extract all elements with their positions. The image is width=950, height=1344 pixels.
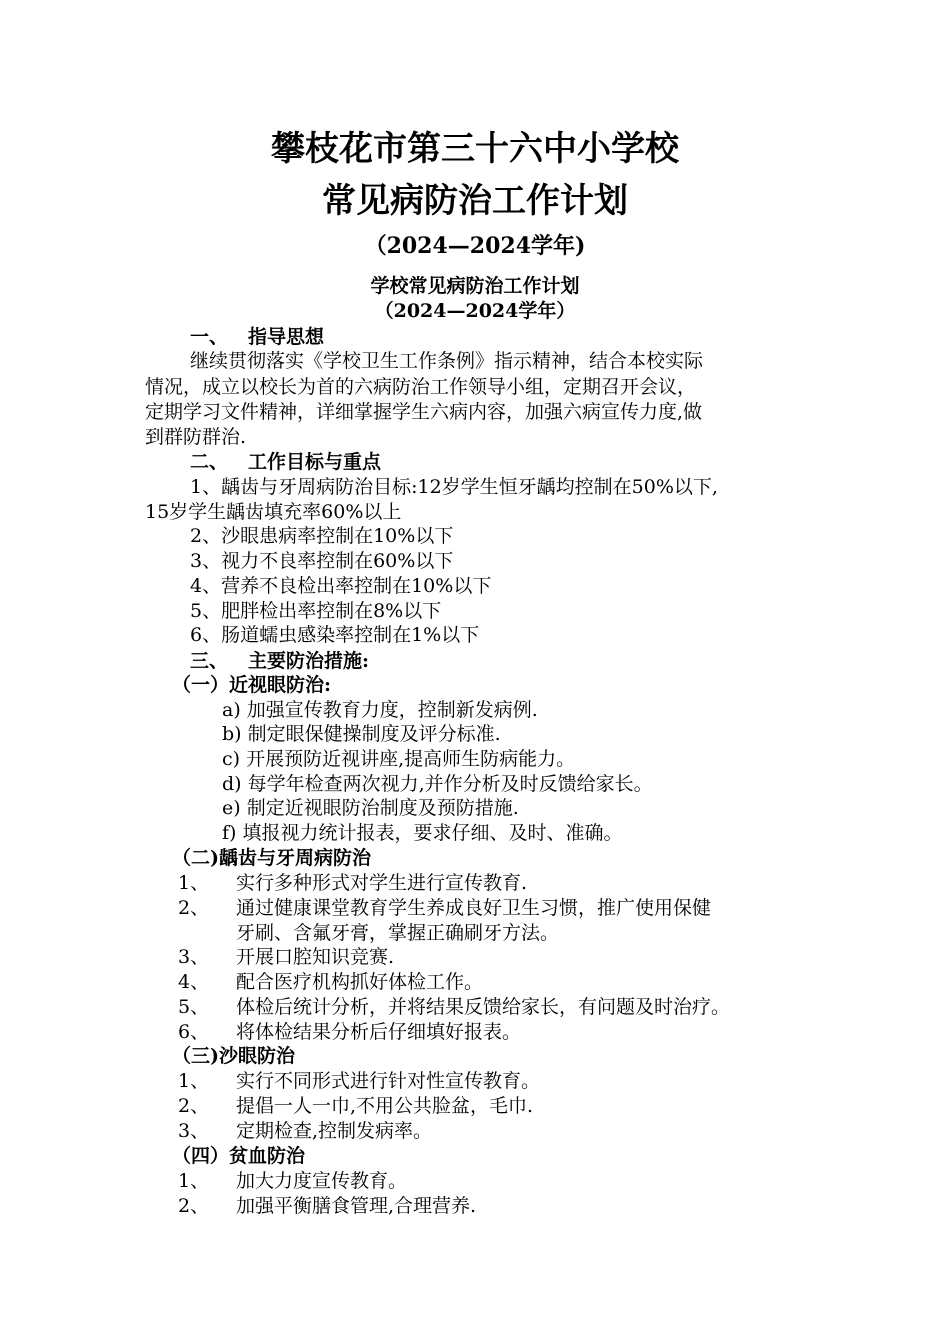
- anemia-item-text: 加强平衡膳食管理,合理营养.: [236, 1195, 477, 1217]
- anemia-item-num: 1、: [178, 1170, 210, 1192]
- trachoma-item-text: 提倡一人一巾,不用公共脸盆，毛巾.: [236, 1095, 534, 1117]
- myopia-item: b) 制定眼保健操制度及评分标准.: [222, 723, 501, 745]
- myopia-item: c) 开展预防近视讲座,提高师生防病能力。: [222, 748, 576, 770]
- caries-item-num: 4、: [178, 971, 210, 993]
- caries-item-text: 开展口腔知识竞赛.: [236, 946, 395, 968]
- caries-item-text: 体检后统计分析，并将结果反馈给家长，有问题及时治疗。: [236, 996, 731, 1018]
- trachoma-item-num: 2、: [178, 1095, 210, 1117]
- goal-item: 1、龋齿与牙周病防治目标:12岁学生恒牙龋均控制在50%以下,: [190, 476, 718, 498]
- section1-heading: 指导思想: [248, 326, 325, 348]
- section1-heading-num: 一、: [190, 326, 229, 348]
- doc-subtitle: 学校常见病防治工作计划: [370, 275, 580, 297]
- section1-para-line: 到群防群治.: [145, 426, 247, 448]
- caries-item-num: 1、: [178, 872, 210, 894]
- sub4-heading: （四）贫血防治: [172, 1145, 306, 1167]
- section1-para-line: 继续贯彻落实《学校卫生工作条例》指示精神，结合本校实际: [190, 350, 704, 372]
- goal-item: 3、视力不良率控制在60%以下: [190, 550, 454, 572]
- goal-item: 6、肠道蠕虫感染率控制在1%以下: [190, 624, 480, 646]
- sub1-heading: （一）近视眼防治:: [172, 674, 332, 696]
- doc-subtitle-year: （2024—2024学年）: [374, 300, 576, 322]
- caries-item-num: 5、: [178, 996, 210, 1018]
- goal-item: 5、肥胖检出率控制在8%以下: [190, 600, 442, 622]
- section2-heading: 工作目标与重点: [248, 451, 382, 473]
- myopia-item: e) 制定近视眼防治制度及预防措施.: [222, 797, 519, 819]
- caries-item-text: 配合医疗机构抓好体检工作。: [236, 971, 484, 993]
- caries-item-num: 2、: [178, 897, 210, 919]
- doc-title-line1: 攀枝花市第三十六中小学校: [271, 129, 679, 169]
- caries-item-num: 3、: [178, 946, 210, 968]
- doc-title-year: （2024—2024学年): [364, 233, 586, 259]
- caries-item-text: 通过健康课堂教育学生养成良好卫生习惯，推广使用保健: [236, 897, 712, 919]
- doc-title-line2: 常见病防治工作计划: [322, 181, 628, 221]
- trachoma-item-text: 定期检查,控制发病率。: [236, 1120, 433, 1142]
- trachoma-item-num: 3、: [178, 1120, 210, 1142]
- anemia-item-text: 加大力度宣传教育。: [236, 1170, 408, 1192]
- goal-item: 4、营养不良检出率控制在10%以下: [190, 575, 492, 597]
- section1-para-line: 情况，成立以校长为首的六病防治工作领导小组，定期召开会议，: [145, 376, 697, 398]
- trachoma-item-num: 1、: [178, 1070, 210, 1092]
- sub3-heading: （三)沙眼防治: [172, 1045, 295, 1067]
- anemia-item-num: 2、: [178, 1195, 210, 1217]
- myopia-item: d) 每学年检查两次视力,并作分析及时反馈给家长。: [222, 773, 653, 795]
- caries-item-text: 实行多种形式对学生进行宣传教育.: [236, 872, 528, 894]
- trachoma-item-text: 实行不同形式进行针对性宣传教育。: [236, 1070, 541, 1092]
- myopia-item: f) 填报视力统计报表，要求仔细、及时、准确。: [222, 822, 623, 844]
- sub2-heading: （二)龋齿与牙周病防治: [172, 847, 371, 869]
- myopia-item: a) 加强宣传教育力度，控制新发病例.: [222, 699, 538, 721]
- section3-heading: 主要防治措施:: [248, 650, 370, 672]
- goal-item: 2、沙眼患病率控制在10%以下: [190, 525, 454, 547]
- caries-item-cont: 牙刷、含氟牙膏，掌握正确刷牙方法。: [236, 922, 560, 944]
- section2-heading-num: 二、: [190, 451, 229, 473]
- goal-item-cont: 15岁学生龋齿填充率60%以上: [145, 501, 402, 523]
- caries-item-text: 将体检结果分析后仔细填好报表。: [236, 1021, 522, 1043]
- caries-item-num: 6、: [178, 1021, 210, 1043]
- section1-para-line: 定期学习文件精神，详细掌握学生六病内容，加强六病宣传力度,做: [145, 401, 703, 423]
- section3-heading-num: 三、: [190, 650, 229, 672]
